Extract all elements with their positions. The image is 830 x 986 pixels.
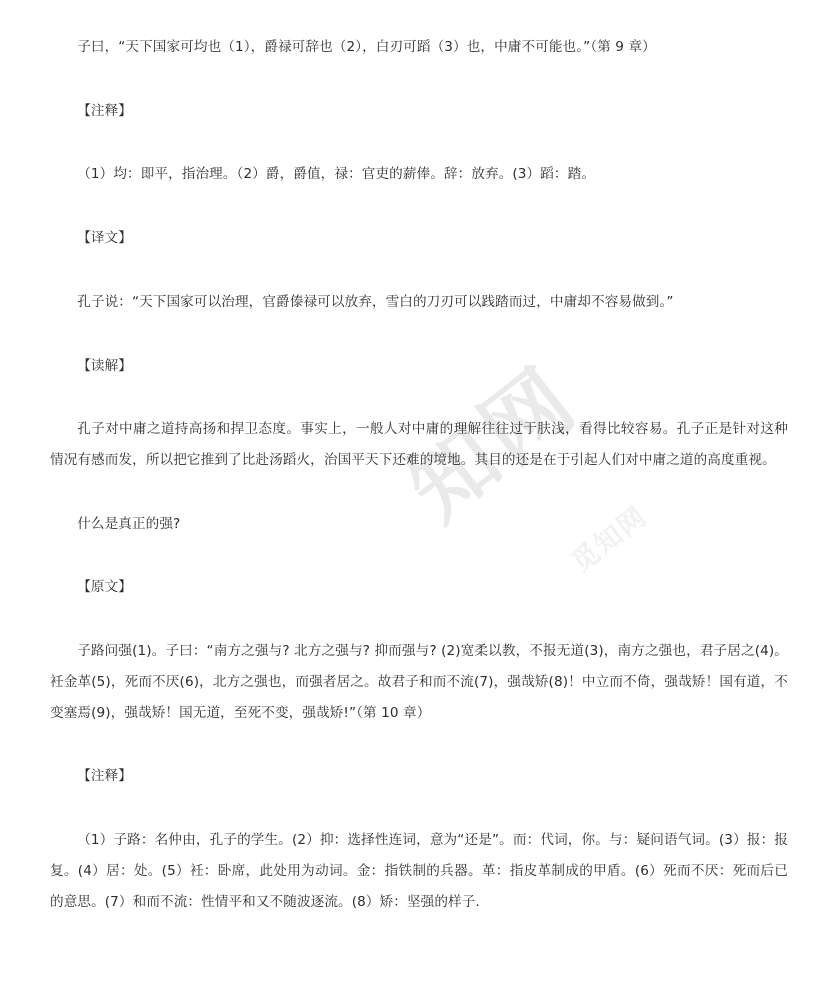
spacer <box>50 318 788 351</box>
paragraph-quote-ch9: 子曰，“天下国家可均也（1），爵禄可辞也（2），白刃可蹈（3）也，中庸不可能也。”（第 9 章） <box>77 39 656 55</box>
heading-commentary: 【读解】 <box>77 357 132 374</box>
paragraph-subtitle-question: 什么是真正的强? <box>77 515 181 532</box>
heading-annotation-2: 【注释】 <box>77 768 132 785</box>
paragraph-commentary-1: 孔子对中庸之道持高扬和捍卫态度。事实上，一般人对中庸的理解往往过于肤浅，看得比较容易。孔子正是针对这种情况有感而发，所以把它推到了比赴汤蹈火，治国平天下还难的境地。其目的还是在于引起人们对中庸之道的高度重视。 <box>50 421 788 469</box>
spacer <box>50 539 788 572</box>
paragraph-translation-1: 孔子说：“天下国家可以治理，官爵傣禄可以放弃，雪白的刀刃可以践踏而过，中庸却不容易做到。” <box>77 293 674 310</box>
spacer <box>50 476 788 509</box>
paragraph-original-ch10: 子路问强(1)。子曰：“南方之强与? 北方之强与? 抑而强与? (2)宽柔以教，不报无道(3)，南方之强也，君子居之(4)。衽金革(5)，死而不厌(6)，北方之强也，而强者居之。故君子和而不流(7)，强哉矫(8)！中立而不倚，强哉矫！国有道，不变塞焉(9)，强哉矫！国无道，至死不变，强哉矫!”（第 10 章） <box>50 643 788 721</box>
watermark-big: 知网 <box>390 348 597 541</box>
heading-annotation-1: 【注释】 <box>77 102 132 119</box>
spacer <box>50 603 788 636</box>
spacer <box>50 63 788 96</box>
spacer <box>50 190 788 223</box>
heading-original: 【原文】 <box>77 579 132 596</box>
document-content <box>50 26 788 917</box>
spacer <box>50 792 788 825</box>
watermark-small: 觅知网 <box>565 500 654 579</box>
spacer <box>50 728 788 761</box>
paragraph-annotation-2: （1）子路：名仲由，孔子的学生。(2）抑：选择性连词，意为“还是”。而：代词，你。与：疑问语气词。(3）报：报复。(4）居：处。(5）衽：卧席，此处用为动词。金：指铁制的兵器。革：指皮革制成的甲盾。(6）死而不厌：死而后已的意思。(7）和而不流：性情平和又不随波逐流。(8）矫：坚强的样子. <box>50 832 788 910</box>
spacer <box>50 381 788 414</box>
spacer <box>50 254 788 287</box>
paragraph-annotation-1: （1）均：即平，指治理。（2）爵，爵值，禄：官吏的薪俸。辞：放弃。(3）蹈：踏。 <box>77 166 596 183</box>
spacer <box>50 126 788 159</box>
heading-translation: 【译文】 <box>77 230 132 247</box>
